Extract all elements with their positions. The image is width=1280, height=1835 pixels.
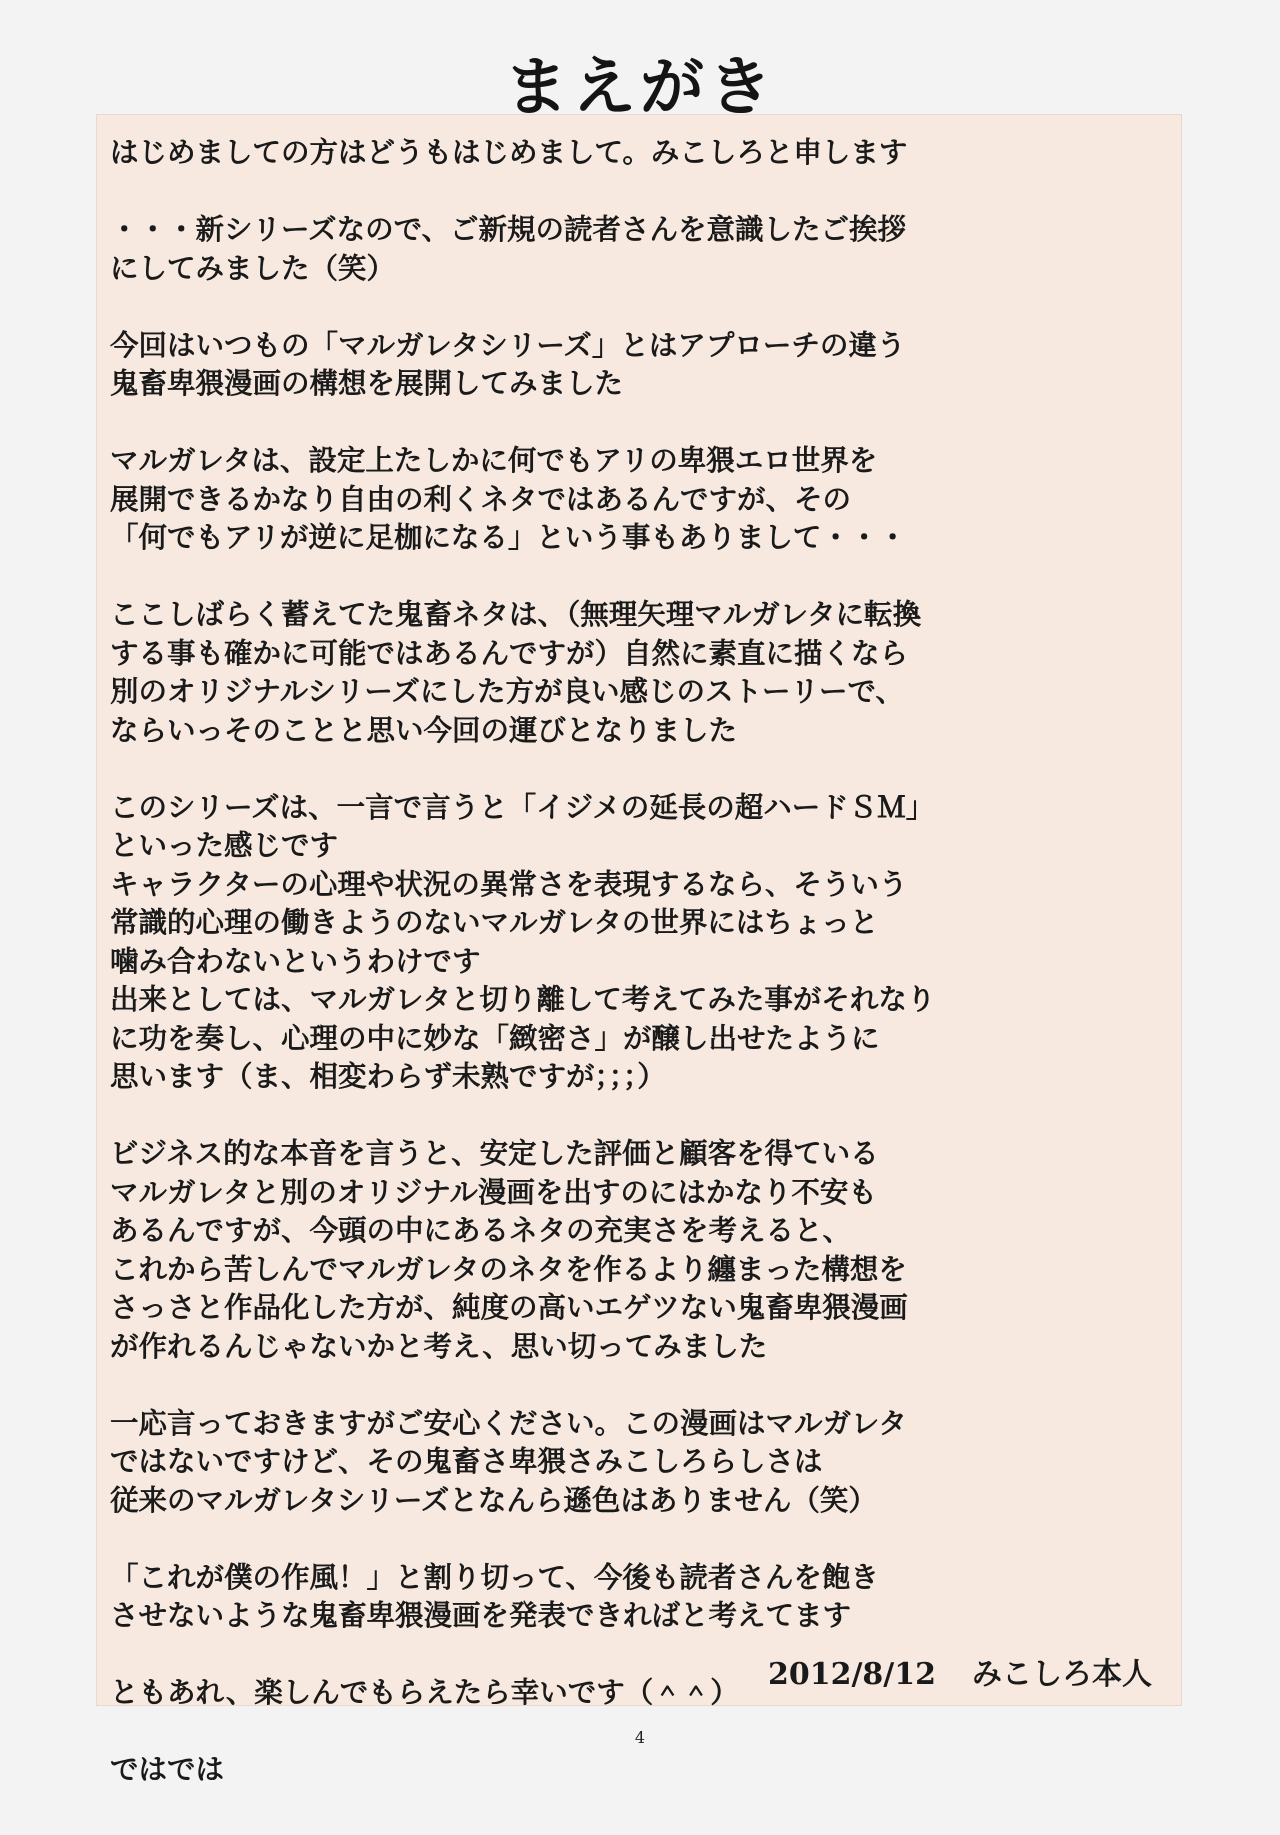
paragraph-line: 鬼畜卑猥漫画の構想を展開してみました bbox=[110, 367, 624, 400]
paragraph-line: 噛み合わないというわけです bbox=[110, 944, 481, 978]
paragraph bbox=[110, 596, 1172, 750]
paragraph bbox=[110, 134, 1172, 173]
paragraph-line: ここしばらく蓄えてた鬼畜ネタは、（無理矢理マルガレタに転換 bbox=[110, 598, 922, 631]
paragraph bbox=[110, 327, 1172, 404]
paragraph-line: に功を奏し、心理の中に妙な「緻密さ」が醸し出せたように bbox=[110, 1021, 880, 1055]
paragraph bbox=[110, 442, 1172, 558]
paragraph bbox=[110, 789, 1172, 1097]
paragraph-line: させないような鬼畜卑猥漫画を発表できればと考えてます bbox=[110, 1599, 852, 1632]
paragraph-line: このシリーズは、一言で言うと「イジメの延長の超ハードＳＭ」 bbox=[110, 790, 935, 824]
paragraph-line: マルガレタは、設定上たしかに何でもアリの卑猥エロ世界を bbox=[110, 444, 878, 477]
paragraph-line: マルガレタと別のオリジナル漫画を出すのにはかなり不安も bbox=[110, 1175, 877, 1209]
paragraph-line: にしてみました（笑） bbox=[110, 251, 396, 285]
signature-date: 2012/8/12 bbox=[767, 1657, 936, 1692]
paragraph bbox=[110, 1405, 1172, 1521]
page-number: 4 bbox=[634, 1728, 646, 1747]
paragraph-line: ともあれ、楽しんでもらえたら幸いです（＾＾） bbox=[110, 1676, 739, 1709]
paragraph-line: ビジネス的な本音を言うと、安定した評価と顧客を得ている bbox=[110, 1137, 879, 1170]
paragraph bbox=[110, 1135, 1172, 1366]
paragraph-line: 別のオリジナルシリーズにした方が良い感じのストーリーで、 bbox=[110, 675, 904, 708]
paragraph-line: ではないですけど、その鬼畜さ卑猥さみこしろらしさは bbox=[110, 1445, 823, 1478]
page-title: まえがき bbox=[504, 51, 776, 125]
paragraph-line: する事も確かに可能ではあるんですが）自然に素直に描くなら bbox=[110, 636, 909, 670]
signature bbox=[768, 1655, 1152, 1695]
paragraph-line: 一応言っておきますがご安心ください。この漫画はマルガレタ bbox=[110, 1406, 907, 1440]
paragraph-line: 従来のマルガレタシリーズとなんら遜色はありません（笑） bbox=[110, 1483, 877, 1517]
paragraph-line: 出来としては、マルガレタと切り離して考えてみた事がそれなり bbox=[110, 983, 936, 1016]
paragraph-line: はじめましての方はどうもはじめまして。みこしろと申します bbox=[110, 136, 908, 169]
body-text bbox=[110, 134, 1172, 1828]
paragraph-line: ではでは bbox=[110, 1753, 225, 1786]
paragraph-line: といった感じです bbox=[110, 829, 339, 862]
paragraph-line: 今回はいつもの「マルガレタシリーズ」とはアプローチの違う bbox=[110, 328, 906, 362]
paragraph-line: 展開できるかなり自由の利くネタではあるんですが、その bbox=[110, 482, 852, 516]
paragraph bbox=[110, 211, 1172, 288]
paragraph-line: 常識的心理の働きようのないマルガレタの世界にはちょっと bbox=[110, 906, 879, 939]
paragraph-line: ならいっそのことと思い今回の運びとなりました bbox=[110, 713, 738, 747]
paragraph-line: ・・・新シリーズなので、ご新規の読者さんを意識したご挨拶 bbox=[110, 213, 907, 246]
paragraph-line: 「これが僕の作風！」と割り切って、今後も読者さんを飽き bbox=[110, 1560, 879, 1594]
paragraph-line: が作れるんじゃないかと考え、思い切ってみました bbox=[110, 1329, 768, 1363]
paragraph bbox=[110, 1751, 1172, 1790]
paragraph-line: 「何でもアリが逆に足枷になる」という事もありまして・・・ bbox=[110, 521, 907, 554]
paragraph-line: キャラクターの心理や状況の異常さを表現するなら、そういう bbox=[110, 867, 908, 901]
paragraph-line: さっさと作品化した方が、純度の高いエゲツない鬼畜卑猥漫画 bbox=[110, 1291, 908, 1324]
paragraph-line: あるんですが、今頭の中にあるネタの充実さを考えると、 bbox=[110, 1214, 852, 1247]
paragraph-line: これから苦しんでマルガレタのネタを作るより纏まった構想を bbox=[110, 1252, 907, 1286]
signature-author: みこしろ本人 bbox=[972, 1657, 1152, 1692]
paragraph-line: 思います（ま、相変わらず未熟ですが；；；） bbox=[110, 1060, 666, 1093]
paragraph bbox=[110, 1559, 1172, 1636]
